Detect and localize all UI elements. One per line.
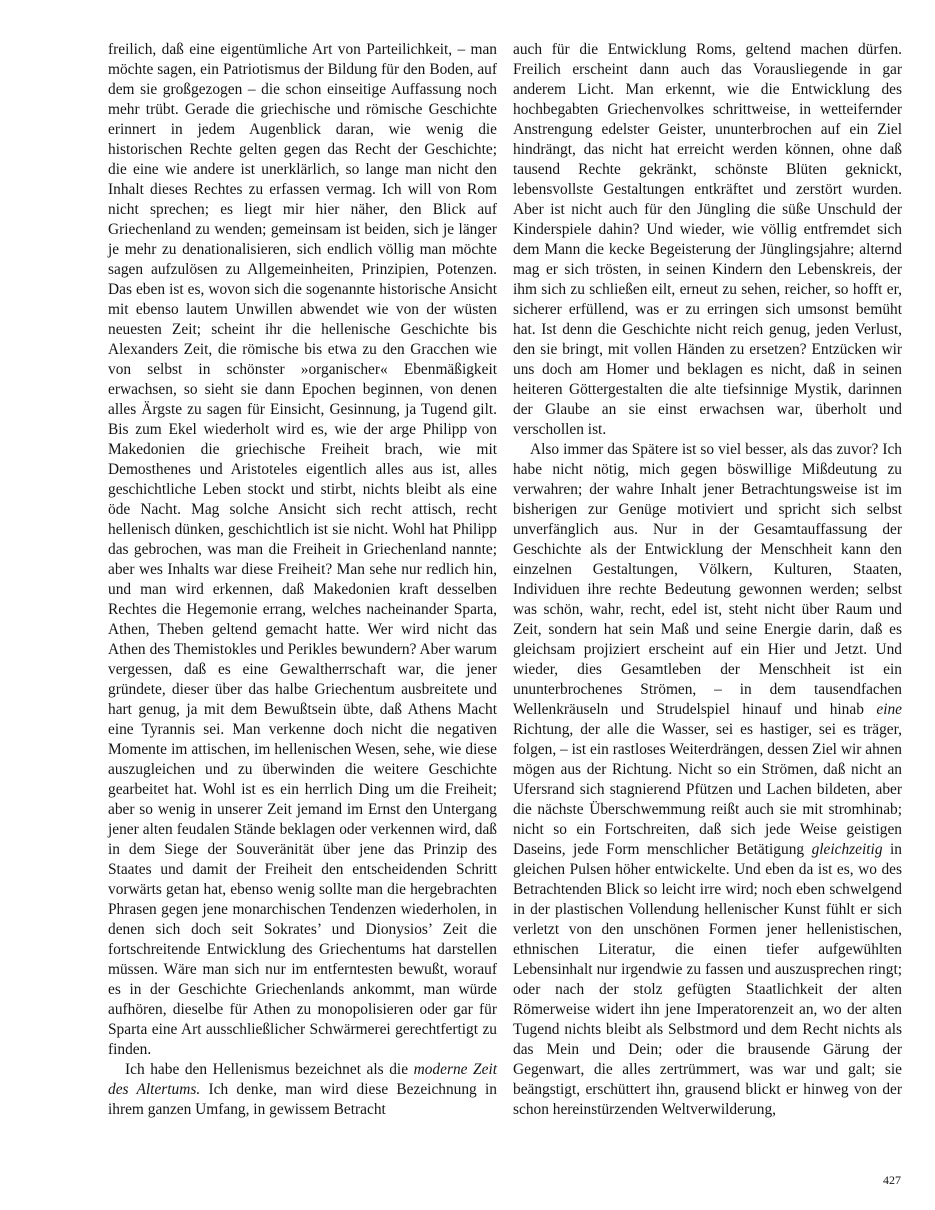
page-number: 427 xyxy=(883,1173,901,1187)
paragraph-continuation: auch für die Entwicklung Roms, geltend machen dürfen. Freilich erscheint dann auch das Vorausliegende in gar anderem Licht. Man erkennt, wie die Entwicklung des hochbegabten Griechenvolkes schrittweise, in wetteifernder Anstrengung edelster Geister, ununterbrochen auf ein Ziel hindrängt, das nicht hat erreicht werden können, ohne daß tausend Rechte gekränkt, schönste Blüten geknickt, lebensvollste Gestaltungen entkräftet und zerstört wurden. Aber ist nicht auch für den Jüngling die süße Unschuld der Kinderspiele dahin? Und wieder, wie völlig entfremdet sich dem Mann die kecke Begeisterung der Jünglingsjahre; alternd mag er sich trösten, in seinen Kindern den Lebenskreis, der ihm sich zu schließen eilt, erneut zu sehen, reicher, so hofft er, sicherer erfüllend, was er zu erringen sich umsonst bemüht hat. Ist denn die Geschichte nicht reich genug, jeden Verlust, den sie bringt, mit vollen Händen zu ersetzen? Entzücken wir uns doch am Homer und beklagen es nicht, daß in seinen heiteren Göttergestalten die alte tiefsinnige Mystik, darinnen der Glaube an sie einst erwachsen war, überholt und verschollen ist. xyxy=(513,41,902,438)
paragraph: Also immer das Spätere ist so viel besser, als das zuvor? Ich habe nicht nötig, mich gegen böswillige Mißdeutung zu verwahren; der wahre Inhalt jener Betrachtungsweise ist im bisherigen zur Genüge motiviert und spricht sich selbst unverfänglich aus. Nur in der Gesamtauffassung der Geschichte als der Entwicklung der Menschheit kann den einzelnen Gestaltungen, Völkern, Kulturen, Staaten, Individuen ihre rechte Bedeutung gewonnen werden; selbst was schön, wahr, recht, edel ist, steht nicht über Raum und Zeit, sondern hat sein Maß und seine Energie darin, daß es gleichsam projiziert erscheint auf ein Hier und Jetzt. Und wieder, dies Gesamtleben der Menschheit ist ein ununterbrochenes Strömen, – in dem tausendfachen Wellenkräuseln und Strudelspiel hinauf und hinab eine Richtung, der alle die Wasser, sei es hastiger, sei es träger, folgen, – ist ein rastloses Weiterdrängen, dessen Ziel wir ahnen mögen aus der Richtung. Nicht so ein Strömen, daß nicht an Ufersrand sich stagnierend Pfützen und Lachen bildeten, aber die nächste Überschwemmung reißt auch sie mit stromhinab; nicht so ein Fortschreiten, daß sich jede Weise geistigen Daseins, jede Form menschlicher Betätigung gleichzeitig in gleichen Pulsen höher entwickelte. Und eben da ist es, wo des Betrachtenden Blick so leicht irre wird; noch eben schwelgend in der plastischen Vollendung hellenischer Kunst fühlt er sich verletzt von den unschönen Formen jener hellenistischen, ethnischen Literatur, die einen tiefer aufgewühlten Lebensinhalt nur irgendwie zu fassen und auszusprechen ringt; oder nach der stolz gefügten Staatlichkeit der alten Römerweise widert ihn jene Imperatorenzeit an, wo der alten Tugend nichts bleibt als Selbstmord und dem Recht nichts als das Mein und Dein; oder die brausende Gärung der Gegenwart, die alles zertrümmert, was war und galt; sie beängstigt, erschüttert ihn, grausend blickt er hinweg von der schon hereinstürzenden Weltverwilderung, xyxy=(513,441,902,1118)
left-column xyxy=(108,40,497,1120)
paragraph: Ich habe den Hellenismus bezeichnet als die moderne Zeit des Altertums. Ich denke, man wird diese Bezeichnung in ihrem ganzen Umfang, in gewissem Betracht xyxy=(108,1061,497,1118)
right-column xyxy=(513,40,902,1120)
text-columns xyxy=(108,40,902,1120)
paragraph-continuation: freilich, daß eine eigentümliche Art von Parteilichkeit, – man möchte sagen, ein Patriotismus der Bildung für den Boden, auf dem sie großgezogen – die schon einseitige Auffassung noch mehr trübt. Gerade die griechische und römische Geschichte erinnert in jedem Augenblick daran, wie wenig die historischen Rechte gelten gegen das Recht der Geschichte; die eine wie andere ist unerklärlich, so lange man nicht den Inhalt dieses Rechtes zu erfassen vermag. Ich will von Rom nicht sprechen; es liegt mir hier näher, den Blick auf Griechenland zu wenden; gemeinsam ist beiden, sich je länger je mehr zu denationalisieren, sich endlich völlig man möchte sagen aufzulösen zu Allgemeinheiten, Prinzipien, Potenzen. Das eben ist es, wovon sich die sogenannte historische Ansicht mit ebenso lautem Unwillen abwendet wie von der wüsten neuesten Zeit; scheint ihr die hellenische Geschichte bis Alexanders Zeit, die römische bis etwa zu den Gracchen wie von selbst in schönster »organischer« Ebenmäßigkeit erwachsen, so sieht sie dann Epochen beginnen, von denen alles Ärgste zu sagen für Einsicht, Gesinnung, ja Tugend gilt. Bis zum Ekel wiederholt wird es, wie der arge Philipp von Makedonien die griechische Freiheit brach, wie mit Demosthenes und Aristoteles eigentlich alles aus ist, alles geschichtliche Leben stockt und stirbt, nichts bleibt als eine öde Nacht. Mag solche Ansicht sich recht attisch, recht hellenisch dünken, geschichtlich ist sie nicht. Wohl hat Philipp das gebrochen, was man die Freiheit in Griechenland nannte; aber wes Inhalts war diese Freiheit? Man sehe nur redlich hin, und man wird erkennen, daß Makedonien kraft desselben Rechtes die Hegemonie errang, welches nacheinander Sparta, Athen, Theben geltend gemacht hatte. Wer wird nicht das Athen des Themistokles und Perikles bewundern? Aber warum vergessen, daß es eine Gewaltherrschaft war, die jener gründete, dieser über das halbe Griechentum ausbreitete und hart genug, ja mit dem Bewußtsein übte, daß Athens Macht eine Tyrannis sei. Man verkenne doch nicht die negativen Momente im attischen, im hellenischen Wesen, sehe, wie diese auszugleichen und zu überwinden die weitere Geschichte gearbeitet hat. Wohl ist es ein herrlich Ding um die Freiheit; aber so wenig in unserer Zeit jemand im Ernst den Untergang jener alten feudalen Stände beklagen oder verkennen wird, daß in dem Siege der Souveränität über jene das Prinzip des Staates und damit der Freiheit den entscheidenden Schritt vorwärts getan hat, ebenso wenig sollte man die hergebrachten Phrasen gegen jene monarchischen Tendenzen wiederholen, in denen sich doch seit Sokrates’ und Dionysios’ Zeit die fortschreitende Entwicklung des Griechentums hat darstellen müssen. Wäre man sich nur im entferntesten bewußt, worauf es in der Geschichte Griechenlands ankommt, man würde aufhören, dieselbe für Athen zu monopolisieren oder gar für Sparta eine Art ausschließlicher Schwärmerei gerechtfertigt zu finden. xyxy=(108,41,497,1058)
